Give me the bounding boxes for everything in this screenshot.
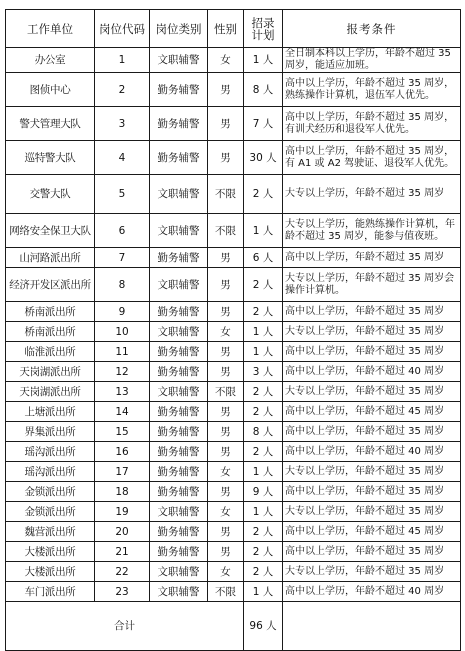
unit-cell: 临淮派出所 — [6, 342, 95, 362]
category-cell: 勤务辅警 — [150, 482, 208, 502]
code-cell: 6 — [95, 214, 150, 248]
category-cell: 勤务辅警 — [150, 422, 208, 442]
category-cell: 文职辅警 — [150, 382, 208, 402]
unit-cell: 天岗湖派出所 — [6, 362, 95, 382]
category-cell: 文职辅警 — [150, 322, 208, 342]
total-label: 合计 — [6, 602, 244, 651]
table-row — [6, 175, 461, 214]
gender-cell: 女 — [208, 502, 244, 522]
plan-cell: 30 人 — [244, 141, 283, 175]
conditions-cell: 大专以上学历，年龄不超过 35 周岁 — [283, 322, 461, 342]
table-row — [6, 522, 461, 542]
plan-cell: 2 人 — [244, 562, 283, 582]
gender-cell: 男 — [208, 73, 244, 107]
code-cell: 4 — [95, 141, 150, 175]
gender-cell: 男 — [208, 362, 244, 382]
table-row — [6, 342, 461, 362]
recruitment-table — [5, 9, 461, 651]
code-cell: 20 — [95, 522, 150, 542]
conditions-cell: 大专以上学历，年龄不超过 35 周岁 — [283, 502, 461, 522]
conditions-cell: 高中以上学历，年龄不超过 35 周岁，有 A1 或 A2 驾驶证、退役军人优先。 — [283, 141, 461, 175]
unit-cell: 瑶沟派出所 — [6, 442, 95, 462]
plan-cell: 7 人 — [244, 107, 283, 141]
code-cell: 11 — [95, 342, 150, 362]
unit-cell: 天岗湖派出所 — [6, 382, 95, 402]
code-cell: 3 — [95, 107, 150, 141]
category-cell: 勤务辅警 — [150, 462, 208, 482]
table-row — [6, 322, 461, 342]
header-plan — [244, 10, 283, 48]
code-cell: 10 — [95, 322, 150, 342]
gender-cell: 男 — [208, 107, 244, 141]
gender-cell: 男 — [208, 442, 244, 462]
gender-cell: 男 — [208, 248, 244, 268]
unit-cell: 大楼派出所 — [6, 542, 95, 562]
total-empty-cell — [283, 602, 461, 651]
code-cell: 16 — [95, 442, 150, 462]
conditions-cell: 高中以上学历，年龄不超过 35 周岁，有训犬经历和退役军人优先。 — [283, 107, 461, 141]
plan-cell: 2 人 — [244, 302, 283, 322]
conditions-cell: 高中以上学历，年龄不超过 40 周岁 — [283, 442, 461, 462]
category-cell: 勤务辅警 — [150, 522, 208, 542]
unit-cell: 桥南派出所 — [6, 322, 95, 342]
conditions-cell: 高中以上学历，年龄不超过 35 周岁 — [283, 422, 461, 442]
gender-cell: 男 — [208, 402, 244, 422]
unit-cell: 警犬管理大队 — [6, 107, 95, 141]
plan-cell: 2 人 — [244, 442, 283, 462]
category-cell: 文职辅警 — [150, 582, 208, 602]
conditions-cell: 大专以上学历，年龄不超过 35 周岁 — [283, 175, 461, 214]
table-header — [6, 10, 461, 48]
conditions-cell: 高中以上学历，年龄不超过 45 周岁 — [283, 522, 461, 542]
table-row — [6, 442, 461, 462]
conditions-cell: 高中以上学历，年龄不超过 40 周岁 — [283, 582, 461, 602]
plan-cell: 1 人 — [244, 342, 283, 362]
plan-cell: 2 人 — [244, 268, 283, 302]
unit-cell: 办公室 — [6, 48, 95, 73]
code-cell: 19 — [95, 502, 150, 522]
table-row — [6, 562, 461, 582]
table-row — [6, 582, 461, 602]
conditions-cell: 高中以上学历，年龄不超过 45 周岁 — [283, 402, 461, 422]
unit-cell: 网络安全保卫大队 — [6, 214, 95, 248]
header-row — [6, 10, 461, 48]
conditions-cell: 高中以上学历，年龄不超过 35 周岁 — [283, 542, 461, 562]
conditions-cell: 大专以上学历，年龄不超过 35 周岁会操作计算机。 — [283, 268, 461, 302]
plan-cell: 2 人 — [244, 402, 283, 422]
category-cell: 勤务辅警 — [150, 248, 208, 268]
conditions-cell: 高中以上学历，年龄不超过 35 周岁 — [283, 302, 461, 322]
code-cell: 8 — [95, 268, 150, 302]
code-cell: 23 — [95, 582, 150, 602]
plan-cell: 2 人 — [244, 175, 283, 214]
gender-cell: 男 — [208, 422, 244, 442]
plan-cell: 1 人 — [244, 502, 283, 522]
unit-cell: 车门派出所 — [6, 582, 95, 602]
conditions-cell: 大专以上学历，年龄不超过 35 周岁 — [283, 462, 461, 482]
conditions-cell: 大专以上学历，年龄不超过 35 周岁 — [283, 382, 461, 402]
gender-cell: 不限 — [208, 582, 244, 602]
category-cell: 勤务辅警 — [150, 442, 208, 462]
code-cell: 7 — [95, 248, 150, 268]
header-gender: 性别 — [208, 10, 244, 48]
category-cell: 文职辅警 — [150, 502, 208, 522]
gender-cell: 男 — [208, 542, 244, 562]
conditions-cell: 大专以上学历，年龄不超过 35 周岁 — [283, 562, 461, 582]
code-cell: 5 — [95, 175, 150, 214]
category-cell: 勤务辅警 — [150, 141, 208, 175]
plan-cell: 1 人 — [244, 48, 283, 73]
header-plan-line2: 计划 — [251, 27, 275, 42]
conditions-cell: 大专以上学历，能熟练操作计算机，年龄不超过 35 周岁，能参与值夜班。 — [283, 214, 461, 248]
unit-cell: 交警大队 — [6, 175, 95, 214]
category-cell: 文职辅警 — [150, 268, 208, 302]
unit-cell: 上塘派出所 — [6, 402, 95, 422]
table-row — [6, 214, 461, 248]
table-row — [6, 73, 461, 107]
gender-cell: 女 — [208, 322, 244, 342]
table-row — [6, 462, 461, 482]
header-category: 岗位类别 — [150, 10, 208, 48]
table-row — [6, 48, 461, 73]
unit-cell: 金锁派出所 — [6, 502, 95, 522]
unit-cell: 巡特警大队 — [6, 141, 95, 175]
gender-cell: 不限 — [208, 175, 244, 214]
category-cell: 勤务辅警 — [150, 342, 208, 362]
table-row — [6, 302, 461, 322]
code-cell: 22 — [95, 562, 150, 582]
conditions-cell: 全日制本科以上学历，年龄不超过 35 周岁，能适应加班。 — [283, 48, 461, 73]
conditions-cell: 高中以上学历，年龄不超过 35 周岁，熟练操作计算机，退伍军人优先。 — [283, 73, 461, 107]
table-row — [6, 268, 461, 302]
gender-cell: 女 — [208, 462, 244, 482]
header-unit: 工作单位 — [6, 10, 95, 48]
unit-cell: 大楼派出所 — [6, 562, 95, 582]
unit-cell: 桥南派出所 — [6, 302, 95, 322]
conditions-cell: 高中以上学历，年龄不超过 40 周岁 — [283, 362, 461, 382]
plan-cell: 9 人 — [244, 482, 283, 502]
gender-cell: 男 — [208, 302, 244, 322]
total-value: 96 人 — [244, 602, 283, 651]
category-cell: 勤务辅警 — [150, 402, 208, 422]
conditions-cell: 高中以上学历，年龄不超过 35 周岁 — [283, 482, 461, 502]
category-cell: 勤务辅警 — [150, 107, 208, 141]
header-code: 岗位代码 — [95, 10, 150, 48]
gender-cell: 男 — [208, 522, 244, 542]
gender-cell: 男 — [208, 141, 244, 175]
plan-cell: 8 人 — [244, 73, 283, 107]
unit-cell: 界集派出所 — [6, 422, 95, 442]
category-cell: 勤务辅警 — [150, 73, 208, 107]
unit-cell: 金锁派出所 — [6, 482, 95, 502]
table-row — [6, 542, 461, 562]
category-cell: 勤务辅警 — [150, 362, 208, 382]
conditions-cell: 高中以上学历，年龄不超过 35 周岁 — [283, 342, 461, 362]
category-cell: 勤务辅警 — [150, 302, 208, 322]
total-row — [6, 602, 461, 651]
code-cell: 14 — [95, 402, 150, 422]
plan-cell: 1 人 — [244, 214, 283, 248]
category-cell: 文职辅警 — [150, 562, 208, 582]
code-cell: 21 — [95, 542, 150, 562]
plan-cell: 8 人 — [244, 422, 283, 442]
table-body — [6, 48, 461, 602]
table-row — [6, 362, 461, 382]
gender-cell: 女 — [208, 48, 244, 73]
unit-cell: 经济开发区派出所 — [6, 268, 95, 302]
code-cell: 12 — [95, 362, 150, 382]
table-row — [6, 107, 461, 141]
code-cell: 13 — [95, 382, 150, 402]
table-row — [6, 422, 461, 442]
code-cell: 18 — [95, 482, 150, 502]
code-cell: 9 — [95, 302, 150, 322]
table-row — [6, 502, 461, 522]
gender-cell: 男 — [208, 342, 244, 362]
plan-cell: 1 人 — [244, 322, 283, 342]
table-row — [6, 141, 461, 175]
plan-cell: 1 人 — [244, 462, 283, 482]
plan-cell: 2 人 — [244, 542, 283, 562]
plan-cell: 1 人 — [244, 582, 283, 602]
gender-cell: 女 — [208, 562, 244, 582]
unit-cell: 魏营派出所 — [6, 522, 95, 542]
gender-cell: 不限 — [208, 214, 244, 248]
gender-cell: 不限 — [208, 382, 244, 402]
header-plan-line1: 招录 — [251, 15, 275, 30]
plan-cell: 2 人 — [244, 382, 283, 402]
plan-cell: 3 人 — [244, 362, 283, 382]
category-cell: 文职辅警 — [150, 214, 208, 248]
code-cell: 17 — [95, 462, 150, 482]
table-row — [6, 248, 461, 268]
category-cell: 文职辅警 — [150, 175, 208, 214]
conditions-cell: 高中以上学历，年龄不超过 35 周岁 — [283, 248, 461, 268]
code-cell: 15 — [95, 422, 150, 442]
table-row — [6, 402, 461, 422]
plan-cell: 6 人 — [244, 248, 283, 268]
table-row — [6, 382, 461, 402]
code-cell: 1 — [95, 48, 150, 73]
unit-cell: 山河路派出所 — [6, 248, 95, 268]
plan-cell: 2 人 — [244, 522, 283, 542]
category-cell: 勤务辅警 — [150, 542, 208, 562]
gender-cell: 男 — [208, 268, 244, 302]
category-cell: 文职辅警 — [150, 48, 208, 73]
unit-cell: 瑶沟派出所 — [6, 462, 95, 482]
code-cell: 2 — [95, 73, 150, 107]
gender-cell: 男 — [208, 482, 244, 502]
unit-cell: 图侦中心 — [6, 73, 95, 107]
table-footer — [6, 602, 461, 651]
header-conditions: 报考条件 — [283, 10, 461, 48]
table-row — [6, 482, 461, 502]
